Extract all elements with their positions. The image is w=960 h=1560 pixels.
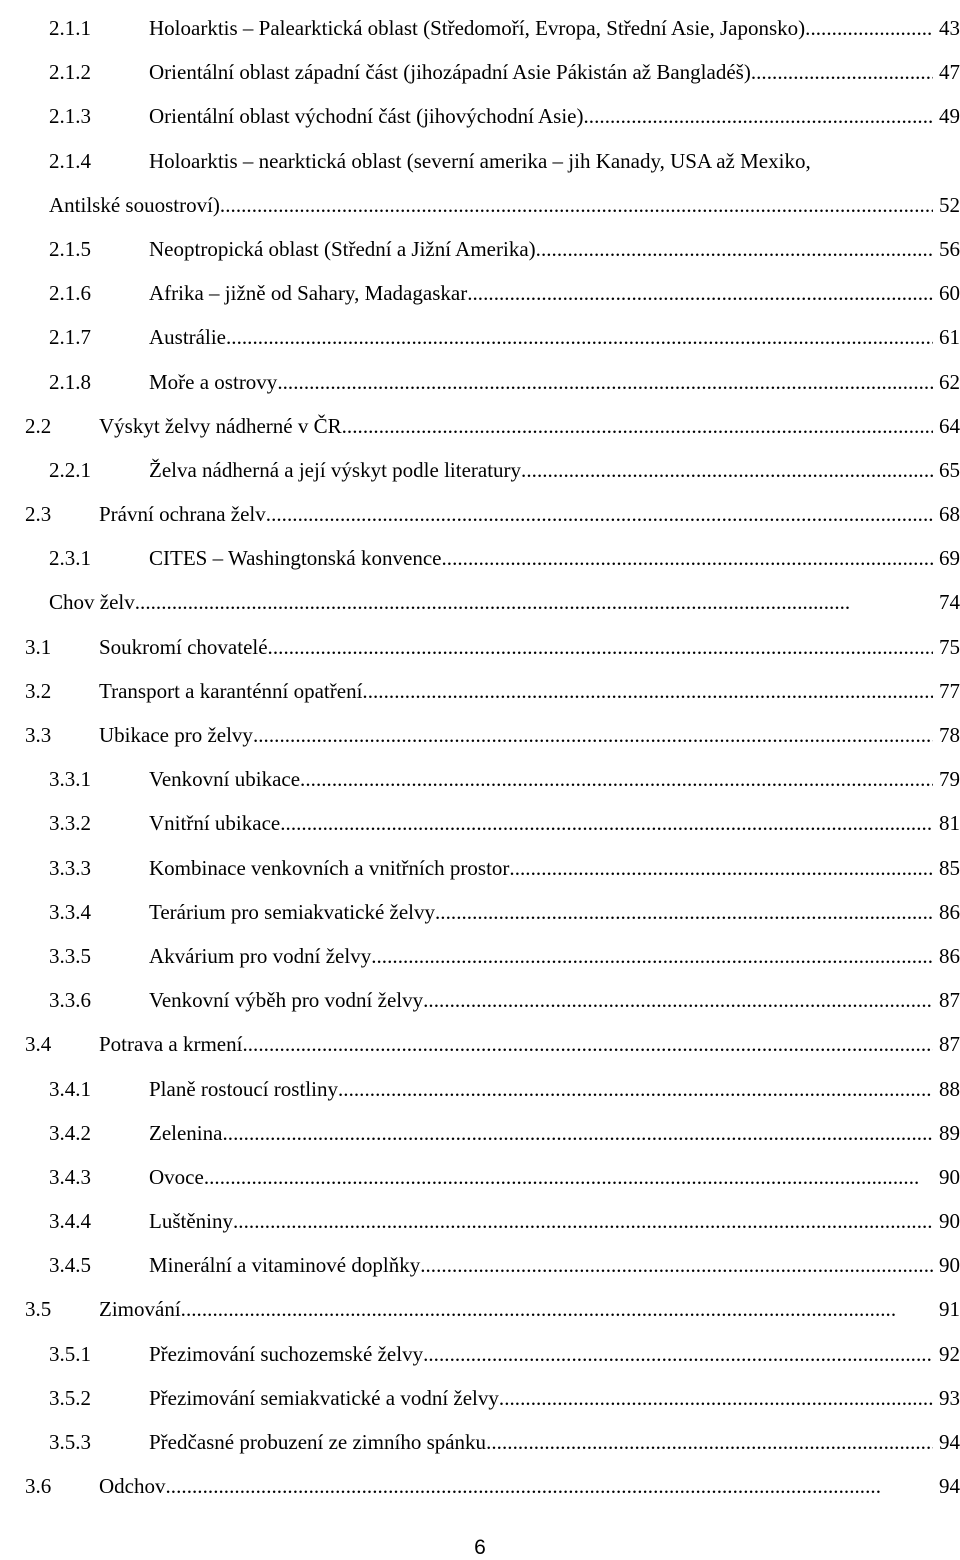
- dot-leader: [371, 942, 933, 970]
- toc-entry-number: 2.1.3: [49, 104, 91, 129]
- toc-entry-page: 52: [939, 192, 960, 217]
- toc-entry-number: 3.3.4: [49, 899, 91, 924]
- toc-entry-page: 61: [939, 325, 960, 350]
- toc-entry-title[interactable]: Zimování: [99, 1297, 181, 1322]
- toc-entry[interactable]: [0, 500, 960, 544]
- dot-leader: [805, 14, 933, 42]
- toc-entry-title[interactable]: Zelenina: [149, 1120, 223, 1145]
- toc-entry-line: [149, 323, 960, 351]
- toc-entry-number: 3.4.2: [49, 1120, 91, 1145]
- toc-entry-number: 2.1.2: [49, 60, 91, 85]
- toc-entry-number: 3.2: [25, 678, 52, 703]
- toc-entry-number: 3.3.1: [49, 767, 91, 792]
- toc-entry-number: 3.5.2: [49, 1385, 91, 1410]
- dot-leader: [233, 1207, 933, 1235]
- toc-entry-page: 77: [939, 678, 960, 703]
- toc-entry-title[interactable]: Orientální oblast západní část (jihozápadní Asie Pákistán až Bangladéš): [149, 60, 751, 85]
- toc-entry-line: [149, 1075, 960, 1103]
- toc-entry-line: [149, 235, 960, 263]
- toc-entry[interactable]: [0, 58, 960, 102]
- toc-entry-line: [149, 147, 960, 175]
- toc-entry-title[interactable]: Přezimování semiakvatické a vodní želvy: [149, 1385, 499, 1410]
- toc-entry-page: 78: [939, 723, 960, 748]
- toc-entry[interactable]: [0, 1340, 960, 1384]
- toc-entry-line: [149, 1384, 960, 1412]
- dot-leader: [342, 412, 933, 440]
- dot-leader: [467, 279, 933, 307]
- toc-entry[interactable]: [0, 1384, 960, 1428]
- toc-entry-title[interactable]: Chov želv: [49, 590, 135, 615]
- toc-entry[interactable]: [0, 588, 960, 632]
- dot-leader: [423, 986, 933, 1014]
- toc-entry-page: 65: [939, 457, 960, 482]
- toc-entry-title[interactable]: Ovoce: [149, 1164, 204, 1189]
- toc-entry-line: [149, 1251, 960, 1279]
- toc-entry-title[interactable]: Soukromí chovatelé: [99, 634, 268, 659]
- toc-entry-number: 3.3.6: [49, 988, 91, 1013]
- toc-entry-page: 43: [939, 16, 960, 40]
- toc-entry-number: 3.5.3: [49, 1430, 91, 1455]
- toc-entry-number: 3.4.5: [49, 1253, 91, 1278]
- toc-entry-number: 3.3.3: [49, 855, 91, 880]
- toc-entry-page: 56: [939, 236, 960, 261]
- toc-entry-page: 86: [939, 943, 960, 968]
- toc-entry-line: [99, 633, 960, 661]
- toc-entry-line: [149, 279, 960, 307]
- toc-entry[interactable]: [0, 809, 960, 853]
- toc-entry-title[interactable]: Transport a karanténní opatření: [99, 678, 363, 703]
- page-number: 6: [474, 1536, 486, 1559]
- toc-entry-number: 3.3: [25, 723, 52, 748]
- toc-entry-line: [99, 677, 960, 705]
- toc-entry-line: [149, 942, 960, 970]
- dot-leader: [584, 102, 934, 130]
- toc-entry-title[interactable]: Terárium pro semiakvatické želvy: [149, 899, 435, 924]
- dot-leader: [536, 235, 933, 263]
- toc-entry-page: 69: [939, 546, 960, 571]
- dot-leader: [135, 588, 933, 616]
- toc-entry[interactable]: [0, 765, 960, 809]
- toc-entry-page: 94: [939, 1474, 960, 1499]
- toc-entry-title[interactable]: Akvárium pro vodní želvy: [149, 943, 372, 968]
- toc-entry-line: [99, 1030, 960, 1058]
- toc-entry[interactable]: [0, 1472, 960, 1516]
- toc-entry-line: [99, 721, 960, 749]
- toc-entry-title[interactable]: Přezimování suchozemské želvy: [149, 1341, 424, 1366]
- toc-entry-title[interactable]: Výskyt želvy nádherné v ČR: [99, 413, 342, 438]
- toc-entry-title[interactable]: Odchov: [99, 1474, 166, 1499]
- toc-entry-line: [149, 102, 960, 130]
- toc-entry-line: [149, 58, 960, 86]
- toc-entry-title[interactable]: Neoptropická oblast (Střední a Jižní Amerika): [149, 236, 536, 261]
- toc-entry-line: [99, 500, 960, 528]
- toc-entry[interactable]: [0, 456, 960, 500]
- toc-entry-page: 49: [939, 104, 960, 129]
- toc-entry-title[interactable]: Luštěniny: [149, 1209, 233, 1234]
- toc-entry-line: [99, 1472, 960, 1500]
- toc-entry[interactable]: [0, 1119, 960, 1163]
- toc-entry[interactable]: [0, 854, 960, 898]
- toc-entry[interactable]: [0, 1075, 960, 1119]
- toc-entry-page: 62: [939, 369, 960, 394]
- toc-entry-line: [149, 898, 960, 926]
- dot-leader: [486, 1428, 933, 1456]
- toc-entry[interactable]: [0, 986, 960, 1030]
- toc-entry-title[interactable]: Ubikace pro želvy: [99, 723, 253, 748]
- toc-entry-title[interactable]: Kombinace venkovních a vnitřních prostor: [149, 855, 510, 880]
- dot-leader: [499, 1384, 933, 1412]
- toc-entry-page: 93: [939, 1385, 960, 1410]
- dot-leader: [166, 1472, 934, 1500]
- toc-entry-number: 2.1.7: [49, 325, 91, 350]
- toc-entry[interactable]: [0, 633, 960, 677]
- toc-entry[interactable]: [0, 721, 960, 765]
- toc-entry-page: 64: [939, 413, 960, 438]
- toc-entry[interactable]: [0, 412, 960, 456]
- toc-entry-page: 85: [939, 855, 960, 880]
- toc-entry-number: 2.1.4: [49, 148, 91, 173]
- toc-entry-page: 91: [939, 1297, 960, 1322]
- dot-leader: [222, 1119, 933, 1147]
- toc-entry-page: 90: [939, 1164, 960, 1189]
- toc-entry-page: 92: [939, 1341, 960, 1366]
- toc-entry[interactable]: [0, 14, 960, 58]
- toc-entry-title[interactable]: Želva nádherná a její výskyt podle literatury: [149, 457, 522, 482]
- toc-entry-page: 88: [939, 1076, 960, 1101]
- toc-entry-title[interactable]: Orientální oblast východní část (jihovýchodní Asie): [149, 104, 584, 129]
- toc-entry-number: 2.3.1: [49, 546, 91, 571]
- dot-leader: [220, 191, 933, 219]
- toc-entry-line: [149, 368, 960, 396]
- toc-entry[interactable]: [0, 1295, 960, 1339]
- toc-entry-number: 2.2.1: [49, 457, 91, 482]
- toc-entry-line: [149, 809, 960, 837]
- toc-entry-line: [99, 1295, 960, 1323]
- toc-entry-title[interactable]: CITES – Washingtonská konvence: [149, 546, 442, 571]
- toc-entry-title[interactable]: Potrava a krmení: [99, 1032, 243, 1057]
- toc-entry-title[interactable]: Vnitřní ubikace: [149, 811, 281, 836]
- toc-entry-line: [49, 588, 960, 616]
- toc-entry-title[interactable]: Minerální a vitaminové doplňky: [149, 1253, 421, 1278]
- toc-entry-line: [149, 854, 960, 882]
- toc-entry-number: 3.4: [25, 1032, 52, 1057]
- toc-entry-title[interactable]: Moře a ostrovy: [149, 369, 278, 394]
- toc-entry-number: 3.6: [25, 1474, 52, 1499]
- toc-entry-line: [149, 14, 960, 42]
- dot-leader: [253, 721, 933, 749]
- dot-leader: [362, 677, 933, 705]
- toc-entry-line: [149, 1340, 960, 1368]
- toc-entry-page: 87: [939, 988, 960, 1013]
- toc-entry-number: [0, 588, 1, 616]
- toc-entry[interactable]: [0, 677, 960, 721]
- toc-entry-page: 90: [939, 1209, 960, 1234]
- toc-entry-page: 74: [939, 590, 960, 615]
- toc-entry-page: 86: [939, 899, 960, 924]
- toc-entry-number: 3.1: [25, 634, 52, 659]
- dot-leader: [423, 1340, 933, 1368]
- toc-entry[interactable]: [0, 898, 960, 942]
- toc-entry-line: [149, 1428, 960, 1456]
- toc-entry-number: 2.3: [25, 502, 52, 527]
- toc-entry[interactable]: [0, 235, 960, 279]
- toc-entry[interactable]: [0, 102, 960, 146]
- toc-entry-line: [149, 1207, 960, 1235]
- toc-entry-number: 3.4.1: [49, 1076, 91, 1101]
- toc-entry-title[interactable]: Holoarktis – nearktická oblast (severní amerika – jih Kanady, USA až Mexiko,: [149, 148, 811, 173]
- dot-leader: [435, 898, 933, 926]
- dot-leader: [300, 765, 933, 793]
- dot-leader: [226, 323, 933, 351]
- toc-entry-number: 2.1.1: [49, 16, 91, 40]
- toc-entry-page: 47: [939, 60, 960, 85]
- dot-leader: [420, 1251, 933, 1279]
- toc-entry-page: 68: [939, 502, 960, 527]
- toc-entry-number: 3.4.3: [49, 1164, 91, 1189]
- toc-entry-line: [99, 412, 960, 440]
- toc-entry[interactable]: [0, 279, 960, 323]
- toc-entry-page: 87: [939, 1032, 960, 1057]
- toc-entry-title[interactable]: Holoarktis – Palearktická oblast (Středomoří, Evropa, Střední Asie, Japonsko): [149, 16, 806, 40]
- toc-entry[interactable]: [0, 1030, 960, 1074]
- toc-entry[interactable]: [0, 147, 960, 235]
- dot-leader: [204, 1163, 933, 1191]
- toc-entry-line: [149, 986, 960, 1014]
- toc-entry[interactable]: [0, 544, 960, 588]
- toc-entry-page: 60: [939, 281, 960, 306]
- toc-entry-page: 94: [939, 1430, 960, 1455]
- toc-entry[interactable]: [0, 1163, 960, 1207]
- toc-entry-number: 3.5: [25, 1297, 52, 1322]
- toc-entry-number: 2.1.6: [49, 281, 91, 306]
- dot-leader: [277, 368, 933, 396]
- toc-entry-line-continued: [49, 191, 960, 219]
- toc-entry-title[interactable]: Venkovní výběh pro vodní želvy: [149, 988, 424, 1013]
- dot-leader: [509, 854, 933, 882]
- toc-entry-title[interactable]: Právní ochrana želv: [99, 502, 266, 527]
- toc-entry[interactable]: [0, 1251, 960, 1295]
- toc-entry-title[interactable]: Venkovní ubikace: [149, 767, 301, 792]
- toc-entry-title[interactable]: Austrálie: [149, 325, 226, 350]
- dot-leader: [280, 809, 933, 837]
- dot-leader: [751, 58, 933, 86]
- toc-entry-page: 75: [939, 634, 960, 659]
- dot-leader: [181, 1295, 933, 1323]
- dot-leader: [521, 456, 933, 484]
- toc-entry-line: [149, 1119, 960, 1147]
- toc-entry-page: 81: [939, 811, 960, 836]
- toc-entry-page: 89: [939, 1120, 960, 1145]
- toc-entry-number: 2.1.5: [49, 236, 91, 261]
- dot-leader: [268, 633, 933, 661]
- dot-leader: [441, 544, 933, 572]
- toc-entry-line: [149, 544, 960, 572]
- toc-entry[interactable]: [0, 1428, 960, 1472]
- toc-entry[interactable]: [0, 942, 960, 986]
- toc-entry-number: 3.5.1: [49, 1341, 91, 1366]
- toc-entry-line: [149, 765, 960, 793]
- dot-leader: [338, 1075, 933, 1103]
- toc-entry-number: 3.3.5: [49, 943, 91, 968]
- toc-entry[interactable]: [0, 323, 960, 367]
- toc-entry-title[interactable]: Předčasné probuzení ze zimního spánku: [149, 1430, 487, 1455]
- toc-entry-line: [149, 1163, 960, 1191]
- toc-entry[interactable]: [0, 1207, 960, 1251]
- toc-entry-number: 2.2: [25, 413, 52, 438]
- toc-entry-title-continued[interactable]: Antilské souostroví): [49, 192, 220, 217]
- toc-entry-title[interactable]: Afrika – jižně od Sahary, Madagaskar: [149, 281, 468, 306]
- toc-entry-number: 3.3.2: [49, 811, 91, 836]
- toc-entry-page: 79: [939, 767, 960, 792]
- toc-entry-page: 90: [939, 1253, 960, 1278]
- toc-entry-number: 2.1.8: [49, 369, 91, 394]
- dot-leader: [242, 1030, 933, 1058]
- toc-entry-line: [149, 456, 960, 484]
- toc-entry-title[interactable]: Planě rostoucí rostliny: [149, 1076, 338, 1101]
- toc-entry[interactable]: [0, 368, 960, 412]
- toc-entry-number: 3.4.4: [49, 1209, 91, 1234]
- dot-leader: [266, 500, 933, 528]
